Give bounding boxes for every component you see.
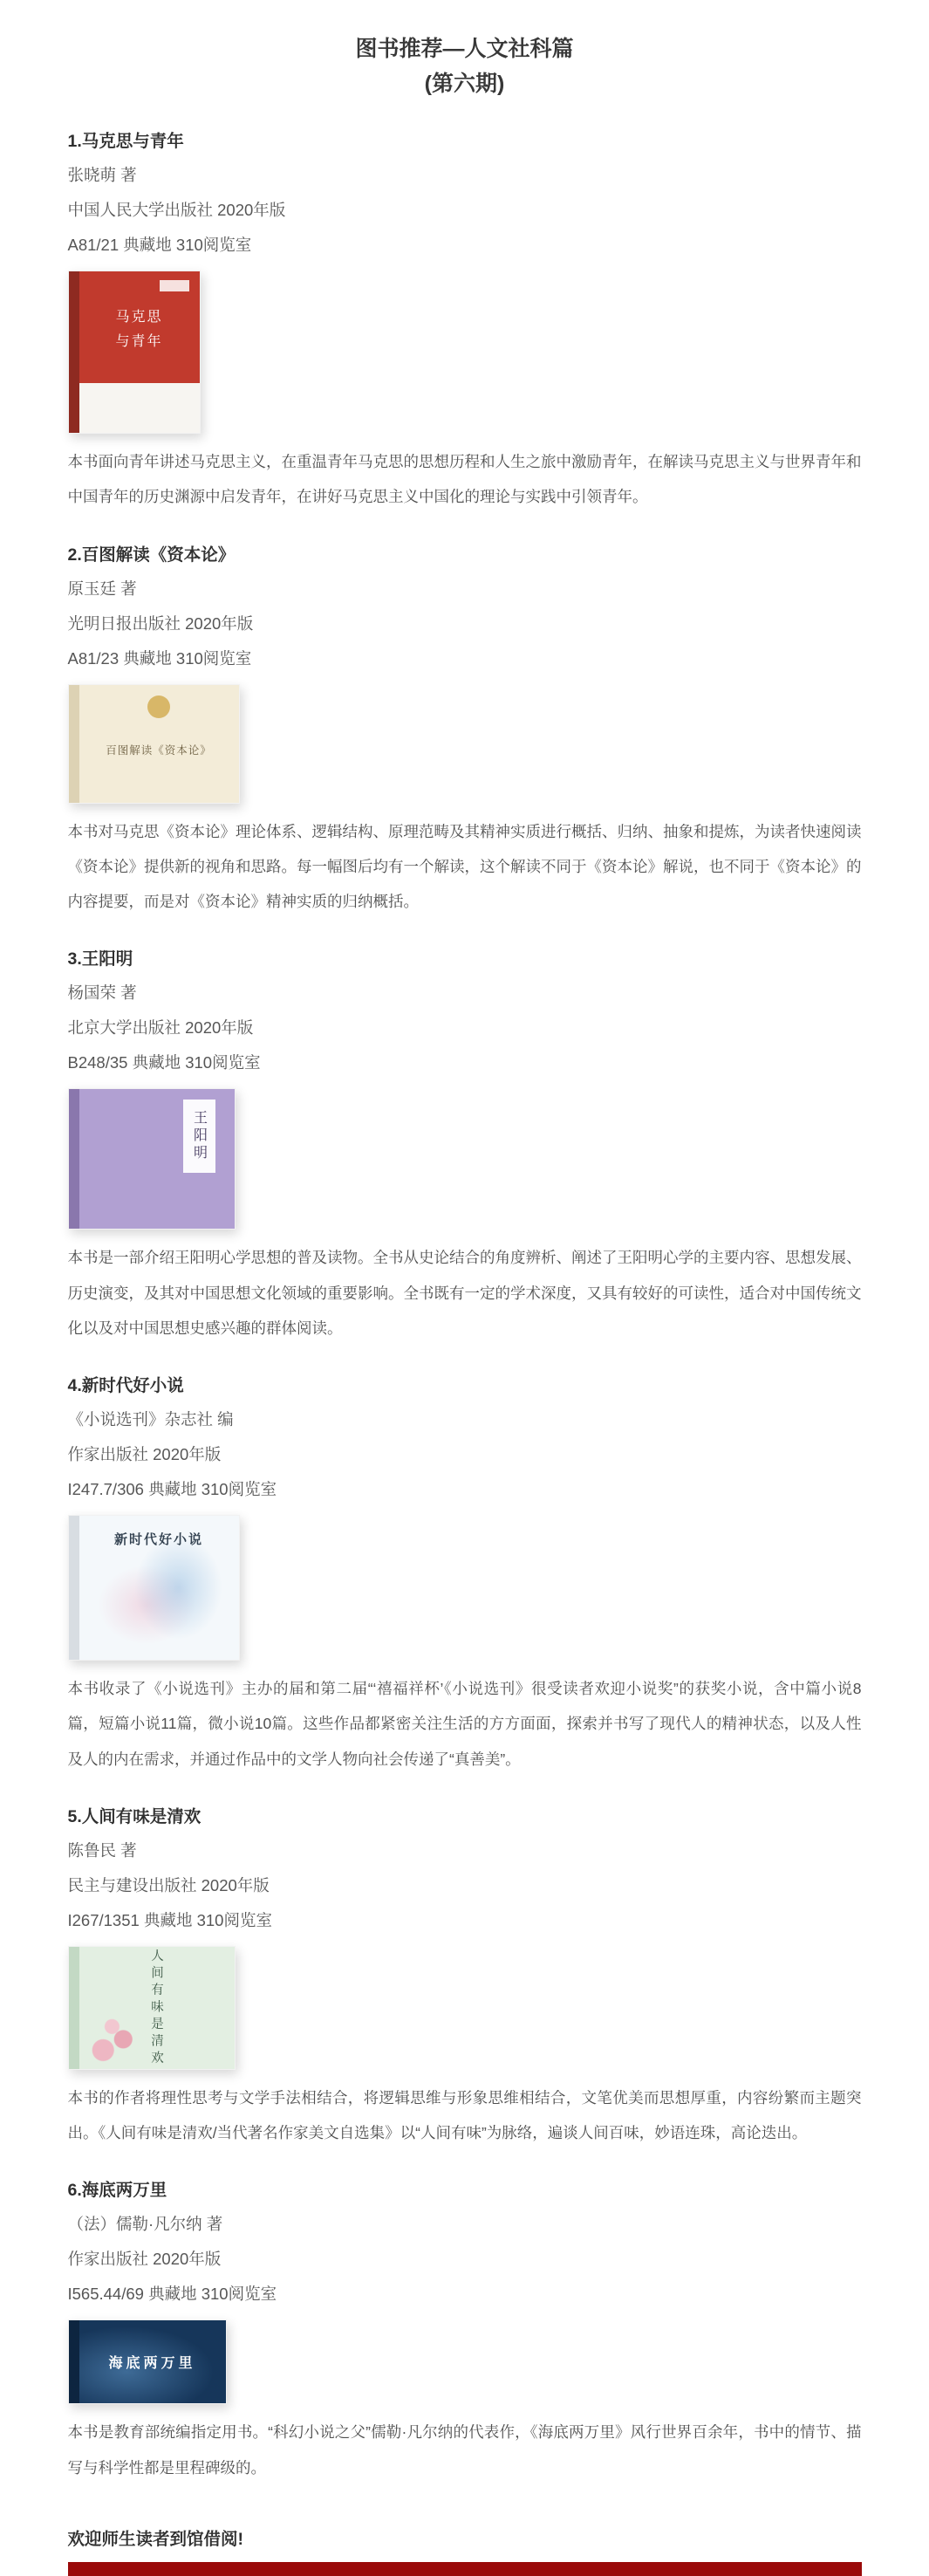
- book-cover-front: [79, 1947, 235, 2069]
- book-title: 2.百图解读《资本论》: [67, 545, 236, 565]
- book-call-number: A81/21 典藏地 310阅览室: [67, 236, 252, 254]
- book-author: 陈鲁民 著: [67, 1840, 137, 1860]
- cover-title-text: 王阳明: [183, 1100, 215, 1173]
- book-cover-image: [68, 2319, 862, 2404]
- cover-title-text: 人间有味是清欢: [149, 1948, 163, 2067]
- book-entry: [68, 1803, 862, 2151]
- book-call-number: I267/1351 典藏地 310阅览室: [67, 1910, 272, 1929]
- book-spine: [69, 1516, 79, 1660]
- book-author: 杨国荣 著: [67, 983, 137, 1003]
- book-author: （法）儒勒·凡尔纳 著: [67, 2215, 223, 2234]
- book-title: 1.马克思与青年: [67, 132, 184, 151]
- book-title: 4.新时代好小说: [67, 1376, 184, 1395]
- book-publisher: 民主与建设出版社 2020年版: [67, 1875, 270, 1894]
- book-cover-3d: [68, 1515, 240, 1661]
- page-title-line2: (第六期): [424, 72, 505, 96]
- book-cover-image: [68, 1946, 862, 2070]
- book-cover-front: [79, 1089, 235, 1229]
- book-title: 5.人间有味是清欢: [67, 1806, 202, 1826]
- book-description: 本书是教育部统编指定用书。“科幻小说之父”儒勒·凡尔纳的代表作，《海底两万里》风行世界百余年，书中的情节、描写与科学性都是里程碑级的。: [67, 2423, 862, 2477]
- book-cover-3d: [68, 1946, 236, 2070]
- article-page: [68, 0, 862, 2576]
- book-description: 本书收录了《小说选刊》主办的届和第二届“‘禧福祥杯’《小说选刊》很受读者欢迎小说奖”的获奖小说，含中篇小说8篇，短篇小说11篇，微小说10篇。这些作品都紧密关注生活的方方面面，探索并书写了现代人的精神状态，以及人性及人的内在需求，并通过作品中的文学人物向社会传递了“真善美”。: [67, 1680, 862, 1768]
- book-spine: [69, 1089, 79, 1229]
- cover-title-text: 马克思与青年: [115, 310, 163, 349]
- book-list: [68, 127, 862, 2485]
- book-author: 原玉廷 著: [67, 579, 137, 598]
- book-spine: [69, 271, 79, 433]
- book-spine: [69, 2320, 79, 2403]
- book-title: 6.海底两万里: [67, 2181, 167, 2201]
- book-cover-front: [79, 685, 239, 803]
- book-cover-image: [68, 271, 862, 434]
- book-call-number: A81/23 典藏地 310阅览室: [67, 648, 252, 668]
- book-entry: [68, 127, 862, 515]
- book-cover-front: [79, 271, 200, 433]
- book-publisher: 作家出版社 2020年版: [67, 2250, 222, 2269]
- book-entry: [68, 945, 862, 1346]
- book-publisher: 北京大学出版社 2020年版: [67, 1018, 254, 1038]
- book-cover-3d: [68, 1088, 236, 1230]
- book-cover-image: [68, 1088, 862, 1230]
- cover-title-text: 海底两万里: [108, 2356, 196, 2372]
- book-cover-image: [68, 1515, 862, 1661]
- book-author: 张晓萌 著: [67, 166, 137, 184]
- book-publisher: 作家出版社 2020年版: [67, 1445, 222, 1463]
- book-entry: [68, 1372, 862, 1777]
- book-cover-3d: [68, 2319, 227, 2404]
- book-cover-3d: [68, 684, 240, 804]
- accent-bar: [68, 2562, 862, 2576]
- book-cover-3d: [68, 271, 201, 434]
- book-cover-front: [79, 1516, 239, 1660]
- book-author: 《小说选刊》杂志社 编: [67, 1410, 234, 1428]
- book-spine: [69, 685, 79, 803]
- book-description: 本书的作者将理性思考与文学手法相结合，将逻辑思维与形象思维相结合，文笔优美而思想厚重，内容纷繁而主题突出。《人间有味是清欢/当代著名作家美文自选集》以“人间有味”为脉络，遍谈人间百味，妙语连珠，高论迭出。: [67, 2088, 862, 2141]
- book-description: 本书对马克思《资本论》理论体系、逻辑结构、原理范畴及其精神实质进行概括、归纳、抽象和提炼，为读者快速阅读《资本论》提供新的视角和思路。每一幅图后均有一个解读，这个解读不同于《资本论》解说，也不同于《资本论》的内容提要，而是对《资本论》精神实质的归纳概括。: [67, 822, 862, 910]
- book-spine: [69, 1947, 79, 2069]
- page-title: [68, 31, 862, 101]
- book-description: 本书面向青年讲述马克思主义，在重温青年马克思的思想历程和人生之旅中激励青年，在解读马克思主义与世界青年和中国青年的历史渊源中启发青年，在讲好马克思主义中国化的理论与实践中引领青年。: [67, 453, 862, 506]
- cover-title-text: 百图解读《资本论》: [106, 744, 212, 757]
- book-title: 3.王阳明: [67, 949, 133, 969]
- cover-title-text: 新时代好小说: [113, 1532, 203, 1547]
- book-entry: [68, 2176, 862, 2485]
- book-publisher: 光明日报出版社 2020年版: [67, 613, 254, 633]
- book-call-number: I565.44/69 典藏地 310阅览室: [67, 2285, 277, 2304]
- book-description: 本书是一部介绍王阳明心学思想的普及读物。全书从史论结合的角度辨析、阐述了王阳明心学的主要内容、思想发展、历史演变，及其对中国思想文化领域的重要影响。全书既有一定的学术深度，又具有较好的可读性，适合对中国传统文化以及对中国思想史感兴趣的群体阅读。: [67, 1249, 862, 1337]
- book-cover-image: [68, 684, 862, 804]
- book-publisher: 中国人民大学出版社 2020年版: [67, 201, 286, 219]
- book-cover-front: [79, 2320, 226, 2403]
- page-title-line1: 图书推荐—人文社科篇: [355, 37, 574, 61]
- book-call-number: B248/35 典藏地 310阅览室: [67, 1053, 261, 1072]
- book-call-number: I247.7/306 典藏地 310阅览室: [67, 1480, 277, 1498]
- book-entry: [68, 541, 862, 920]
- footer-note: 欢迎师生读者到馆借阅!: [67, 2529, 243, 2549]
